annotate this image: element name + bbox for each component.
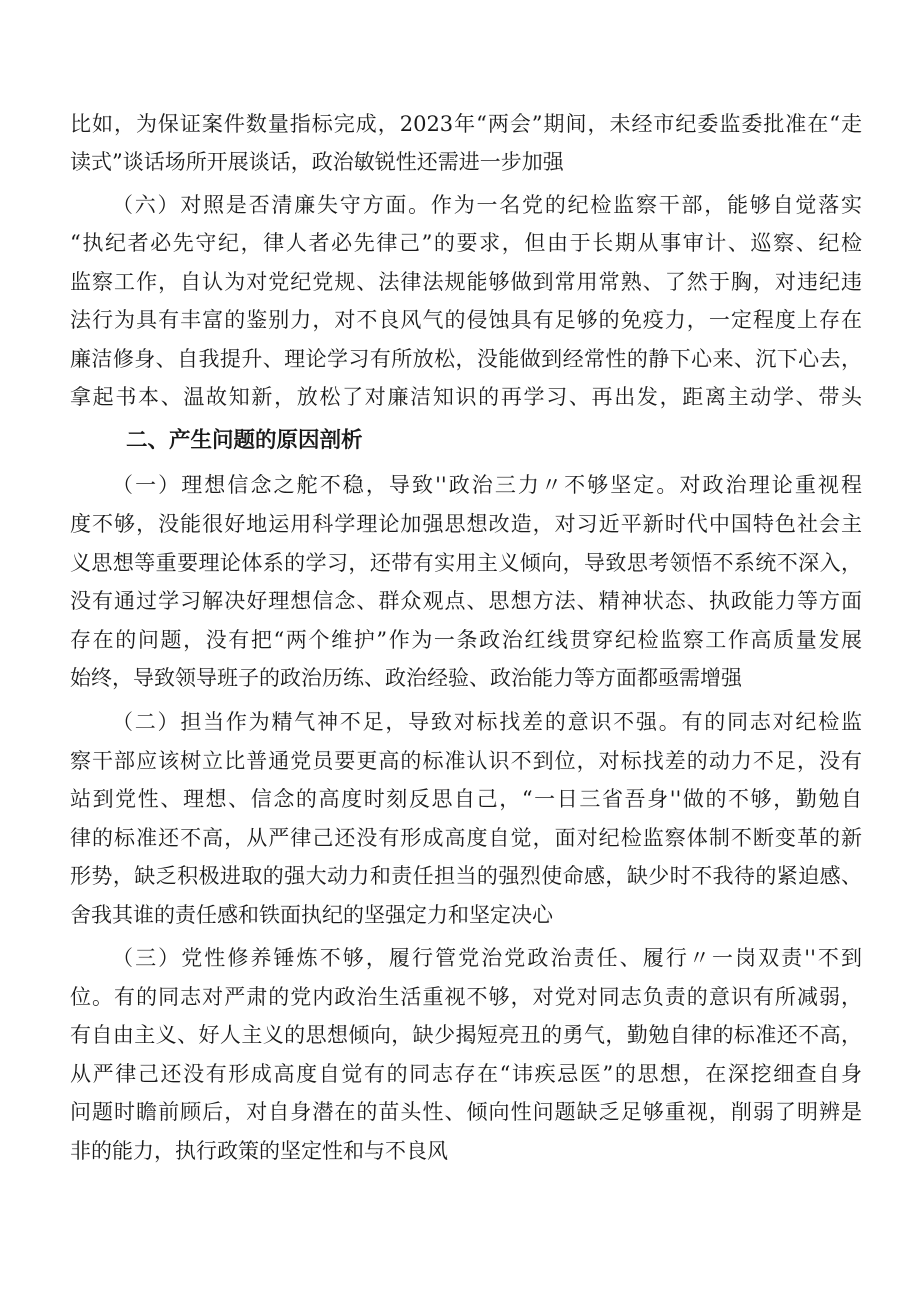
text-line: 没有通过学习解决好理想信念、群众观点、思想方法、精神状态、执政能力等方面 xyxy=(70,589,862,613)
text-line: 形势，缺乏积极进取的强大动力和责任担当的强烈使命感，缺少时不我待的紧迫感、 xyxy=(70,864,862,888)
text-line: （三）党性修养锤炼不够，履行管党治党政治责任、履行〃一岗双责''不到 xyxy=(112,946,862,970)
text-line: 存在的问题，没有把“两个维护”作为一条政治红线贯穿纪检监察工作高质量发展 xyxy=(70,628,862,652)
text-line: 律的标准还不高，从严律己还没有形成高度自觉，面对纪检监察体制不断变革的新 xyxy=(70,826,862,850)
text-line: 监察工作，自认为对党纪党规、法律法规能够做到常用常熟、了然于胸，对违纪违 xyxy=(70,270,862,294)
text-line: 问题时瞻前顾后，对自身潜在的苗头性、倾向性问题缺乏足够重视，削弱了明辨是 xyxy=(70,1100,862,1124)
text-line: 法行为具有丰富的鉴别力，对不良风气的侵蚀具有足够的免疫力，一定程度上存在 xyxy=(70,308,862,332)
text-line: “执纪者必先守纪，律人者必先律己”的要求，但由于长期从事审计、巡察、纪检 xyxy=(70,231,862,255)
text-line: 度不够，没能很好地运用科学理论加强思想改造，对习近平新时代中国特色社会主 xyxy=(70,512,862,536)
text-line: 位。有的同志对严肃的党内政治生活重视不够，对党对同志负责的意识有所减弱， xyxy=(70,985,862,1009)
text-line: （二）担当作为精气神不足，导致对标找差的意识不强。有的同志对纪检监 xyxy=(112,710,862,734)
section-heading: 二、产生问题的原因剖析 xyxy=(126,428,363,453)
text-line: 义思想等重要理论体系的学习，还带有实用主义倾向，导致思考领悟不系统不深入， xyxy=(70,551,862,575)
text-line: 始终，导致领导班子的政治历练、政治经验、政治能力等方面都亟需增强 xyxy=(70,666,742,690)
text-line: 读式”谈话场所开展谈话，政治敏锐性还需进一步加强 xyxy=(70,150,564,174)
text-line: 从严律己还没有形成高度自觉有的同志存在“讳疾忌医”的思想，在深挖细查自身 xyxy=(70,1062,862,1086)
text-line: 比如，为保证案件数量指标完成，2023年“两会”期间，未经市纪委监委批准在“走 xyxy=(70,112,862,136)
text-line: 舍我其谁的责任感和铁面执纪的坚强定力和坚定决心 xyxy=(70,903,553,927)
text-line: 站到党性、理想、信念的高度时刻反思自己，“一日三省吾身''做的不够，勤勉自 xyxy=(70,787,862,811)
text-line: 有自由主义、好人主义的思想倾向，缺少揭短亮丑的勇气，勤勉自律的标准还不高， xyxy=(70,1023,862,1047)
text-line: 廉洁修身、自我提升、理论学习有所放松，没能做到经常性的静下心来、沉下心去， xyxy=(70,347,862,371)
text-line: 非的能力，执行政策的坚定性和与不良风 xyxy=(70,1139,448,1163)
text-line: （一）理想信念之舵不稳，导致''政治三力〃不够坚定。对政治理论重视程 xyxy=(112,473,862,497)
text-line: 察干部应该树立比普通党员要更高的标准认识不到位，对标找差的动力不足，没有 xyxy=(70,749,862,773)
text-line: （六）对照是否清廉失守方面。作为一名党的纪检监察干部，能够自觉落实 xyxy=(112,193,862,217)
text-line: 拿起书本、温故知新，放松了对廉洁知识的再学习、再出发，距离主动学、带头 xyxy=(70,385,862,409)
